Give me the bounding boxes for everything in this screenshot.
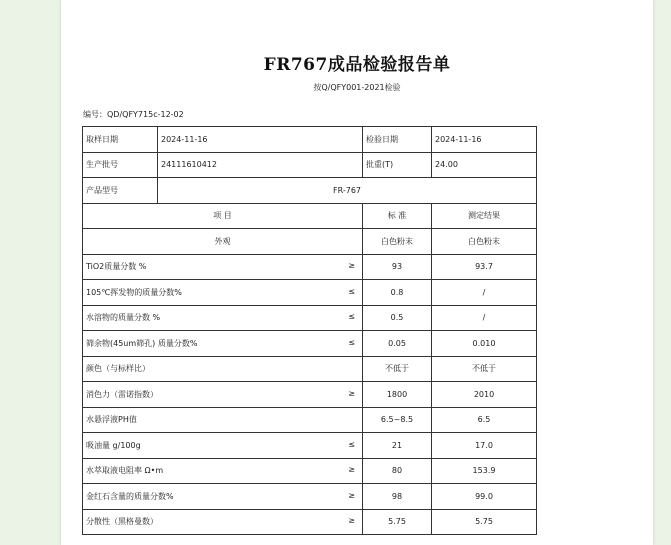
batch-no-value: 24111610412 (158, 152, 363, 178)
item-name: TiO2质量分数 % (86, 262, 147, 272)
item-name: 筛余物(45um筛孔) 质量分数% (86, 338, 198, 348)
item-cell (83, 484, 363, 510)
item-cell (83, 254, 363, 280)
header-row-dates (83, 127, 537, 153)
comparison-operator: ≥ (348, 465, 355, 475)
item-name: 分散性（黑格曼数） (86, 517, 158, 527)
result-cell: 不低于 (432, 356, 537, 382)
sampling-date-label: 取样日期 (83, 127, 158, 153)
item-name: 水悬浮液PH值 (86, 415, 137, 425)
header-row-model (83, 178, 537, 204)
standard-cell: 0.8 (363, 280, 432, 306)
header-row-batch (83, 152, 537, 178)
item-cell (83, 458, 363, 484)
comparison-operator: ≤ (348, 439, 355, 449)
table-row (83, 305, 537, 331)
table-row (83, 229, 537, 255)
comparison-operator: ≥ (348, 516, 355, 526)
item-cell (83, 382, 363, 408)
report-subtitle: 按Q/QFY001-2021检验 (313, 83, 401, 92)
comparison-operator: ≤ (348, 312, 355, 322)
standard-cell: 5.75 (363, 509, 432, 535)
result-cell: 99.0 (432, 484, 537, 510)
comparison-operator: ≥ (348, 490, 355, 500)
result-cell: 5.75 (432, 509, 537, 535)
standard-cell: 80 (363, 458, 432, 484)
standard-cell: 不低于 (363, 356, 432, 382)
comparison-operator: ≥ (348, 388, 355, 398)
column-header-row (83, 203, 537, 229)
item-cell (83, 229, 363, 255)
standard-cell: 21 (363, 433, 432, 459)
item-name: 外观 (214, 236, 231, 246)
document-number: 编号：QD/QFY715c-12-02 (83, 110, 184, 119)
item-name: 水萃取液电阻率 Ω•m (86, 466, 164, 476)
standard-cell: 0.05 (363, 331, 432, 357)
table-row (83, 458, 537, 484)
item-cell (83, 280, 363, 306)
result-cell: 153.9 (432, 458, 537, 484)
item-name: 吸油量 g/100g (86, 440, 141, 450)
item-name: 105℃挥发物的质量分数% (86, 287, 182, 297)
table-row (83, 280, 537, 306)
item-cell (83, 305, 363, 331)
standard-cell: 6.5~8.5 (363, 407, 432, 433)
item-name: 金红石含量的质量分数% (86, 491, 174, 501)
inspection-date-value: 2024-11-16 (432, 127, 537, 153)
column-header-result: 测定结果 (432, 203, 537, 229)
result-cell: 白色粉末 (432, 229, 537, 255)
result-cell: 93.7 (432, 254, 537, 280)
item-name: 消色力（雷诺指数） (86, 389, 158, 399)
standard-cell: 0.5 (363, 305, 432, 331)
result-cell: 17.0 (432, 433, 537, 459)
result-cell: 6.5 (432, 407, 537, 433)
standard-cell: 1800 (363, 382, 432, 408)
item-cell (83, 407, 363, 433)
model-label: 产品型号 (83, 178, 158, 204)
table-row (83, 382, 537, 408)
report-title: FR767成品检验报告单 (263, 55, 451, 75)
result-cell: / (432, 280, 537, 306)
item-name: 颜色（与标样比） (86, 364, 150, 374)
item-cell (83, 331, 363, 357)
column-header-standard: 标 准 (363, 203, 432, 229)
result-cell: 0.010 (432, 331, 537, 357)
table-row (83, 331, 537, 357)
table-row (83, 484, 537, 510)
item-cell (83, 433, 363, 459)
table-row (83, 509, 537, 535)
batch-no-label: 生产批号 (83, 152, 158, 178)
standard-cell: 93 (363, 254, 432, 280)
table-row (83, 254, 537, 280)
comparison-operator: ≤ (348, 337, 355, 347)
item-name: 水溶物的质量分数 % (86, 313, 161, 323)
inspection-table (82, 126, 537, 535)
table-row (83, 407, 537, 433)
model-value: FR-767 (158, 178, 537, 204)
table-row (83, 356, 537, 382)
table-row (83, 433, 537, 459)
sampling-date-value: 2024-11-16 (158, 127, 363, 153)
document-page (61, 0, 653, 545)
comparison-operator: ≥ (348, 261, 355, 271)
result-cell: / (432, 305, 537, 331)
comparison-operator: ≤ (348, 286, 355, 296)
item-cell (83, 509, 363, 535)
item-cell (83, 356, 363, 382)
standard-cell: 98 (363, 484, 432, 510)
column-header-item: 项 目 (83, 203, 363, 229)
batch-weight-label: 批重(T) (363, 152, 432, 178)
standard-cell: 白色粉末 (363, 229, 432, 255)
batch-weight-value: 24.00 (432, 152, 537, 178)
result-cell: 2010 (432, 382, 537, 408)
inspection-date-label: 检验日期 (363, 127, 432, 153)
